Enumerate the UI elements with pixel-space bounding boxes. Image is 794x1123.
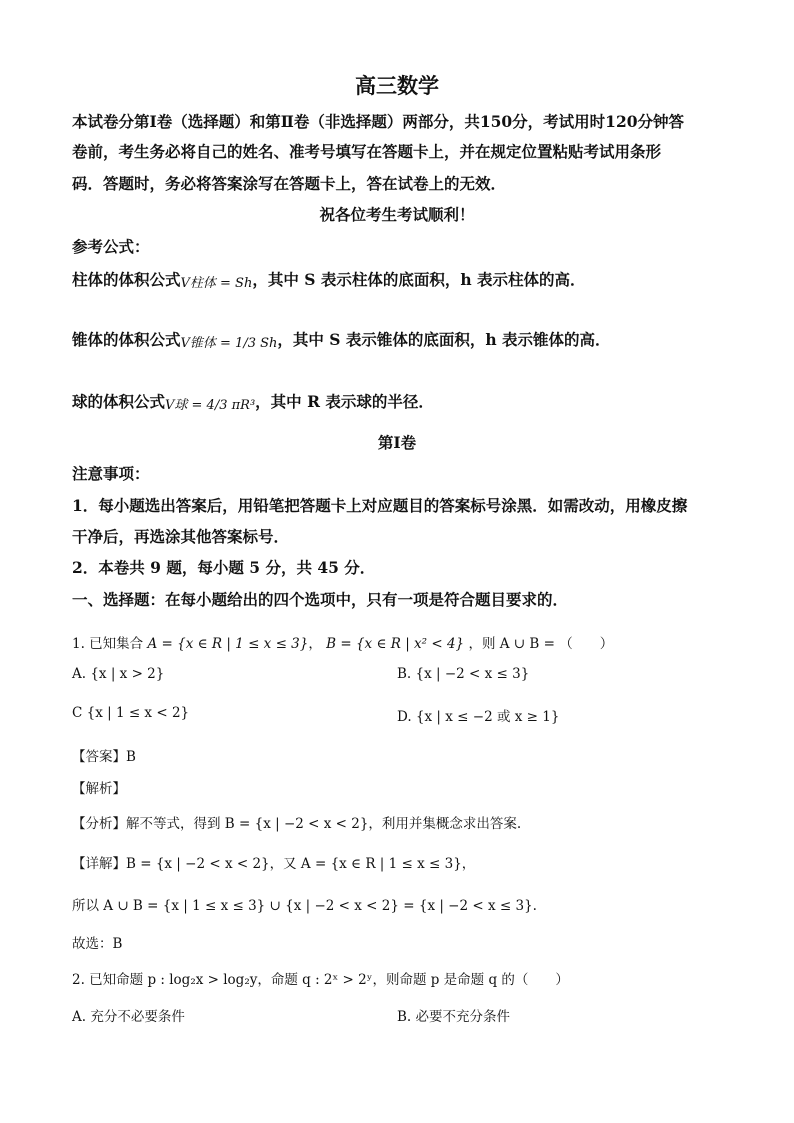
page-title: 高三数学: [355, 73, 439, 98]
q1-suoyi: 所以 A ∪ B = {x | 1 ≤ x ≤ 3} ∪ {x | −2 < x < 2} = {x | −2 < x ≤ 3}.: [72, 898, 537, 914]
q1-stem: 1. 已知集合 A = {x ∈ R | 1 ≤ x ≤ 3}， B = {x ∈ R | x² < 4} ，则 A ∪ B = （ ）: [72, 636, 614, 652]
formula-prism-post: ，其中 S 表示柱体的底面积，h 表示柱体的高．: [252, 270, 586, 289]
formula-sphere-expr: V球 = 4/3 πR³: [165, 397, 256, 413]
section-title: 第Ⅰ卷: [377, 433, 417, 452]
blessing: 祝各位考生考试顺利！: [319, 205, 475, 224]
q2-option-b: B. 必要不充分条件: [397, 1009, 511, 1025]
q2-option-a: A. 充分不必要条件: [72, 1009, 185, 1025]
q1-xiangjie: 【详解】B = {x | −2 < x < 2}，又 A = {x ∈ R | 1 ≤ x ≤ 3}，: [72, 856, 476, 872]
notes-title: 注意事项：: [72, 464, 150, 483]
q1-option-d: D. {x | x ≤ −2 或 x ≥ 1}: [397, 709, 560, 725]
q1-option-c: C {x | 1 ≤ x < 2}: [72, 705, 190, 721]
q1-stem-pre: 1. 已知集合: [72, 636, 144, 652]
ref-title: 参考公式：: [72, 237, 150, 256]
formula-prism: [72, 268, 586, 291]
formula-cone-expr: V锥体 = 1/3 Sh: [180, 335, 278, 351]
q1-set-a: A = {x ∈ R | 1 ≤ x ≤ 3}: [147, 636, 309, 652]
intro-line-1: 本试卷分第Ⅰ卷（选择题）和第Ⅱ卷（非选择题）两部分，共150分，考试用时120分钟答: [72, 112, 685, 131]
note-line-2: 干净后，再选涂其他答案标号．: [72, 527, 290, 546]
q1-analysis: 【解析】: [72, 781, 126, 797]
formula-sphere: [72, 390, 434, 413]
formula-sphere-pre: 球的体积公式: [72, 392, 166, 411]
q1-option-b: B. {x | −2 < x ≤ 3}: [397, 666, 530, 682]
q1-answer: 【答案】B: [72, 749, 136, 765]
q2-stem: 2. 已知命题 p : log₂x > log₂y，命题 q : 2ˣ > 2ʸ，则命题 p 是命题 q 的（ ）: [72, 972, 569, 988]
part1-heading: 一、选择题：在每小题给出的四个选项中，只有一项是符合题目要求的．: [72, 590, 569, 609]
note-line-3: 2．本卷共 9 题，每小题 5 分，共 45 分．: [72, 558, 376, 577]
formula-cone-post: ，其中 S 表示锥体的底面积，h 表示锥体的高．: [277, 330, 611, 349]
intro-line-2: 卷前，考生务必将自己的姓名、准考号填写在答题卡上，并在规定位置粘贴考试用条形: [72, 142, 662, 161]
q1-option-a: A. {x | x > 2}: [72, 666, 165, 682]
formula-prism-pre: 柱体的体积公式: [72, 270, 181, 289]
note-line-1: 1．每小题选出答案后，用铅笔把答题卡上对应题目的答案标号涂黑．如需改动，用橡皮擦: [72, 496, 688, 515]
q1-guxuan: 故选：B: [72, 936, 123, 952]
q1-fenxi: 【分析】解不等式，得到 B = {x | −2 < x < 2}，利用并集概念求出答案.: [72, 816, 522, 832]
q1-set-b: B = {x ∈ R | x² < 4}: [326, 636, 465, 652]
formula-prism-expr: V柱体 = Sh: [180, 275, 253, 291]
formula-cone: [72, 328, 611, 351]
formula-cone-pre: 锥体的体积公式: [72, 330, 181, 349]
formula-sphere-post: ，其中 R 表示球的半径．: [255, 392, 434, 411]
q1-stem-post: ，则 A ∪ B = （ ）: [468, 636, 614, 652]
intro-line-3: 码．答题时，务必将答案涂写在答题卡上，答在试卷上的无效．: [72, 174, 507, 193]
